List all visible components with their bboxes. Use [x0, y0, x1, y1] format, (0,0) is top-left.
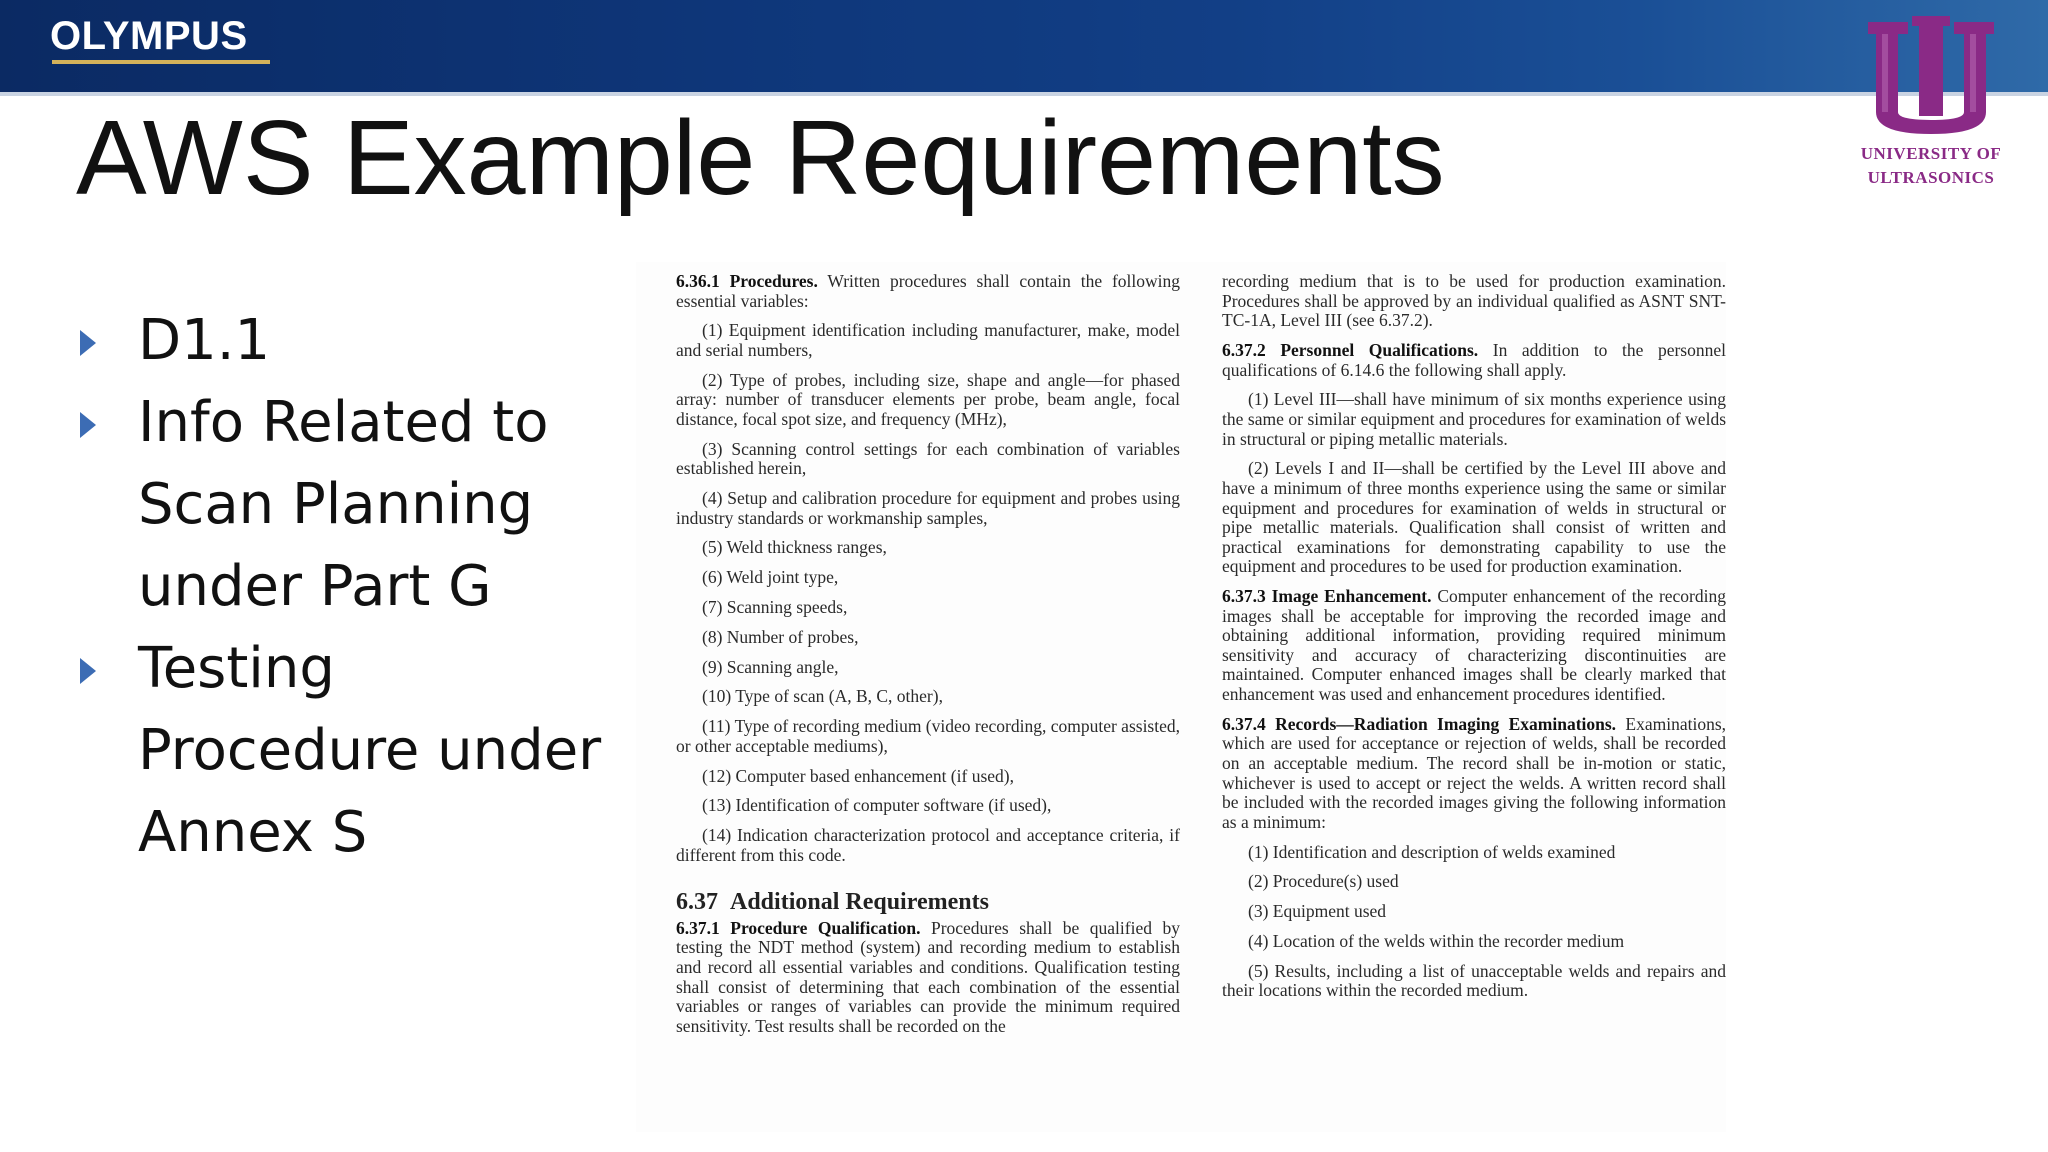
list-item: (9) Scanning angle, [702, 656, 839, 677]
list-item: (1) Identification and description of welds examined [1248, 841, 1616, 862]
paragraph-6-37-1 [676, 919, 1180, 1037]
list-item: (12) Computer based enhancement (if used), [702, 765, 1014, 786]
paragraph-heading: 6.37.4 Records—Radiation Imaging Examinations. [1222, 713, 1617, 734]
list-item: (1) Equipment identification including manufacturer, make, model and serial numbers, [676, 320, 1180, 360]
list-item: (4) Setup and calibration procedure for equipment and probes using industry standards or workmanship samples, [676, 488, 1180, 528]
university-logo-text [1846, 142, 2016, 190]
bullet-list [80, 300, 640, 874]
slide-title: AWS Example Requirements [76, 99, 1445, 217]
olympus-logo: OLYMPUS [50, 14, 248, 58]
document-left-column [676, 272, 1180, 1047]
bullet-text: Testing [138, 636, 335, 701]
section-heading [676, 889, 1180, 916]
bullet-text: Scan Planning [138, 472, 534, 537]
list-item: (10) Type of scan (A, B, C, other), [702, 686, 943, 707]
list-item: (8) Number of probes, [702, 626, 859, 647]
paragraph-body: Procedures shall be qualified by testing the NDT method (system) and recording medium to establish and record all essential variables and conditions. Qualification testing shall consist of determining that each combination of the essential variables or ranges of variables can provide the minimum required sensitivity. Test results shall be recorded on the [676, 917, 1180, 1036]
paragraph-6-37-3 [1222, 587, 1726, 705]
paragraph-body: Computer enhancement of the recording images shall be acceptable for improving the recorded image and obtaining additional information, providing required minimum sensitivity and accuracy of characterizing discontinuities are maintained. Computer enhanced images shall be clearly marked that enhancement was used and enhancement procedures identified. [1222, 586, 1727, 705]
bullet-arrow-icon [80, 330, 96, 356]
paragraph-6-37-4 [1222, 715, 1726, 833]
paragraph-body: Examinations, which are used for acceptance or rejection of welds, shall be recorded on an acceptable medium. The record shall be in-motion or static, whichever is used to accept or reject the welds. A written record shall be included with the recorded images giving the following information as a minimum: [1222, 713, 1726, 832]
list-item: (5) Results, including a list of unacceptable welds and repairs and their locations within the recorded medium. [1222, 960, 1726, 1001]
list-item: (2) Type of probes, including size, shape and angle—for phased array: number of transducer elements per probe, beam angle, focal distance, focal spot size, and frequency (MHz), [676, 369, 1180, 429]
list-item: (5) Weld thickness ranges, [702, 537, 887, 558]
paragraph-heading: 6.37.1 Procedure Qualification. [676, 917, 921, 938]
olympus-logo-underline [52, 60, 270, 64]
code-excerpt-image [636, 262, 1726, 1132]
section-title: Additional Requirements [730, 889, 989, 916]
list-item: (11) Type of recording medium (video recording, computer assisted, or other acceptable mediums), [676, 716, 1180, 756]
list-item: (6) Weld joint type, [702, 567, 839, 588]
list-item: (1) Level III—shall have minimum of six months experience using the same or similar equipment and procedures for examination of welds in structural or piping metallic materials. [1222, 389, 1726, 449]
bullet-arrow-icon [80, 412, 96, 438]
list-item: (3) Scanning control settings for each combination of variables established herein, [676, 438, 1180, 479]
document-right-column [1222, 272, 1726, 1011]
paragraph-body: Written procedures shall contain the following essential variables: [676, 271, 1180, 311]
list-item: (7) Scanning speeds, [702, 597, 848, 618]
paragraph-heading: 6.36.1 Procedures. [676, 271, 818, 291]
bullet-item [80, 300, 640, 382]
bullet-text: D1.1 [138, 308, 271, 373]
bullet-text: Annex S [138, 800, 368, 865]
bullet-text: Info Related to [138, 390, 549, 455]
list-item: (14) Indication characterization protocol and acceptance criteria, if different from this code. [676, 825, 1180, 865]
section-number: 6.37 [676, 889, 718, 916]
list-item: (3) Equipment used [1248, 901, 1387, 922]
paragraph-6-36-1 [676, 272, 1180, 311]
list-item: (2) Levels I and II—shall be certified by the Level III above and have a minimum of three months experience using the same or similar equipment and procedures for examination of welds in structural or pipe metallic materials. Qualification shall consist of written and practical examinations for demonstrating capability to use the equipment and procedures to be used for production examination. [1222, 458, 1726, 577]
list-item: (4) Location of the welds within the recorder medium [1248, 930, 1625, 951]
paragraph-heading: 6.37.3 Image Enhancement. [1222, 586, 1432, 607]
bullet-item [80, 382, 640, 628]
bullet-arrow-icon [80, 658, 96, 684]
paragraph-continued: recording medium that is to be used for production examination. Procedures shall be approved by an individual qualified as ASNT SNT-TC-1A, Level III (see 6.37.2). [1222, 271, 1726, 331]
header-bar [0, 0, 2048, 96]
bullet-text: Procedure under [138, 718, 602, 783]
paragraph-6-37-2 [1222, 341, 1726, 380]
list-item: (13) Identification of computer software (if used), [702, 795, 1052, 816]
university-line-2: ULTRASONICS [1867, 168, 1995, 187]
list-item: (2) Procedure(s) used [1248, 871, 1399, 892]
paragraph-body: In addition to the personnel qualifications of 6.14.6 the following shall apply. [1222, 339, 1726, 380]
university-line-1: UNIVERSITY OF [1860, 144, 2002, 163]
bullet-item [80, 628, 640, 874]
paragraph-heading: 6.37.2 Personnel Qualifications. [1222, 339, 1479, 360]
bullet-text: under Part G [138, 554, 492, 619]
